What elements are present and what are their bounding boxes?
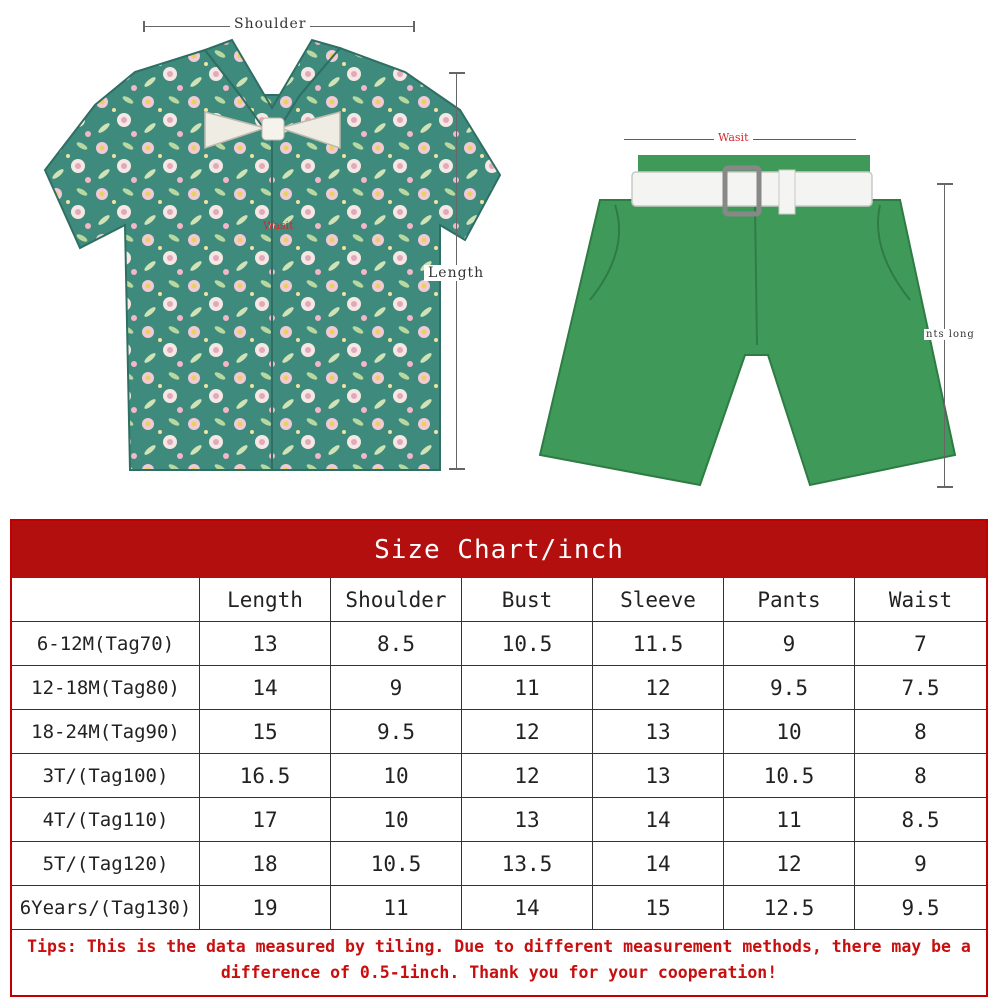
length-label: Length: [424, 265, 488, 281]
table-cell: 12: [593, 666, 724, 710]
table-cell: 10: [331, 754, 462, 798]
table-cell: 10: [331, 798, 462, 842]
tips-note: Tips: This is the data measured by tiling. Due to different measurement methods, there may be a difference of 0.5-1inch. Thank you for your cooperation!: [27, 937, 971, 982]
table-cell: 9: [855, 842, 986, 886]
shorts-waist-label: Wasit: [714, 131, 753, 144]
table-cell: 10.5: [462, 622, 593, 666]
table-cell: 15: [200, 710, 331, 754]
table-cell: 17: [200, 798, 331, 842]
header-cell: Waist: [855, 578, 986, 622]
table-cell: 9.5: [331, 710, 462, 754]
table-cell: 12.5: [724, 886, 855, 930]
header-cell: Length: [200, 578, 331, 622]
shirt: [45, 40, 500, 470]
table-cell: 10.5: [331, 842, 462, 886]
pants-long-label: nts long: [926, 329, 975, 340]
shoulder-label: Shoulder: [230, 16, 310, 32]
table-cell: 12: [462, 710, 593, 754]
table-cell: 14: [462, 886, 593, 930]
table-cell: 10.5: [724, 754, 855, 798]
size-label-cell: 12-18M(Tag80): [12, 666, 200, 710]
size-chart-title: Size Chart/inch: [12, 521, 986, 578]
table-cell: 13: [462, 798, 593, 842]
size-label-cell: 6-12M(Tag70): [12, 622, 200, 666]
size-label-cell: 6Years/(Tag130): [12, 886, 200, 930]
table-cell: 13: [593, 754, 724, 798]
header-cell: [12, 578, 200, 622]
size-label-cell: 18-24M(Tag90): [12, 710, 200, 754]
table-cell: 8.5: [855, 798, 986, 842]
size-label-cell: 4T/(Tag110): [12, 798, 200, 842]
size-chart-grid: [12, 578, 986, 930]
table-cell: 9.5: [855, 886, 986, 930]
size-label-cell: 3T/(Tag100): [12, 754, 200, 798]
header-cell: Sleeve: [593, 578, 724, 622]
table-cell: 7: [855, 622, 986, 666]
table-cell: 8.5: [331, 622, 462, 666]
table-cell: 14: [200, 666, 331, 710]
table-cell: 11.5: [593, 622, 724, 666]
size-label-cell: 5T/(Tag120): [12, 842, 200, 886]
table-cell: 12: [462, 754, 593, 798]
table-cell: 12: [724, 842, 855, 886]
table-cell: 11: [462, 666, 593, 710]
table-cell: 18: [200, 842, 331, 886]
table-cell: 13: [200, 622, 331, 666]
table-cell: 11: [724, 798, 855, 842]
shirt-waist-label: Wasit: [263, 219, 294, 232]
table-cell: 19: [200, 886, 331, 930]
table-cell: 11: [331, 886, 462, 930]
header-cell: Bust: [462, 578, 593, 622]
header-cell: Pants: [724, 578, 855, 622]
table-cell: 10: [724, 710, 855, 754]
table-cell: 8: [855, 754, 986, 798]
table-cell: 14: [593, 798, 724, 842]
table-cell: 15: [593, 886, 724, 930]
table-cell: 9.5: [724, 666, 855, 710]
table-cell: 13: [593, 710, 724, 754]
size-chart: [10, 519, 988, 997]
table-cell: 14: [593, 842, 724, 886]
header-cell: Shoulder: [331, 578, 462, 622]
table-cell: 13.5: [462, 842, 593, 886]
table-cell: 8: [855, 710, 986, 754]
table-cell: 9: [331, 666, 462, 710]
table-cell: 7.5: [855, 666, 986, 710]
table-cell: 16.5: [200, 754, 331, 798]
table-cell: 9: [724, 622, 855, 666]
